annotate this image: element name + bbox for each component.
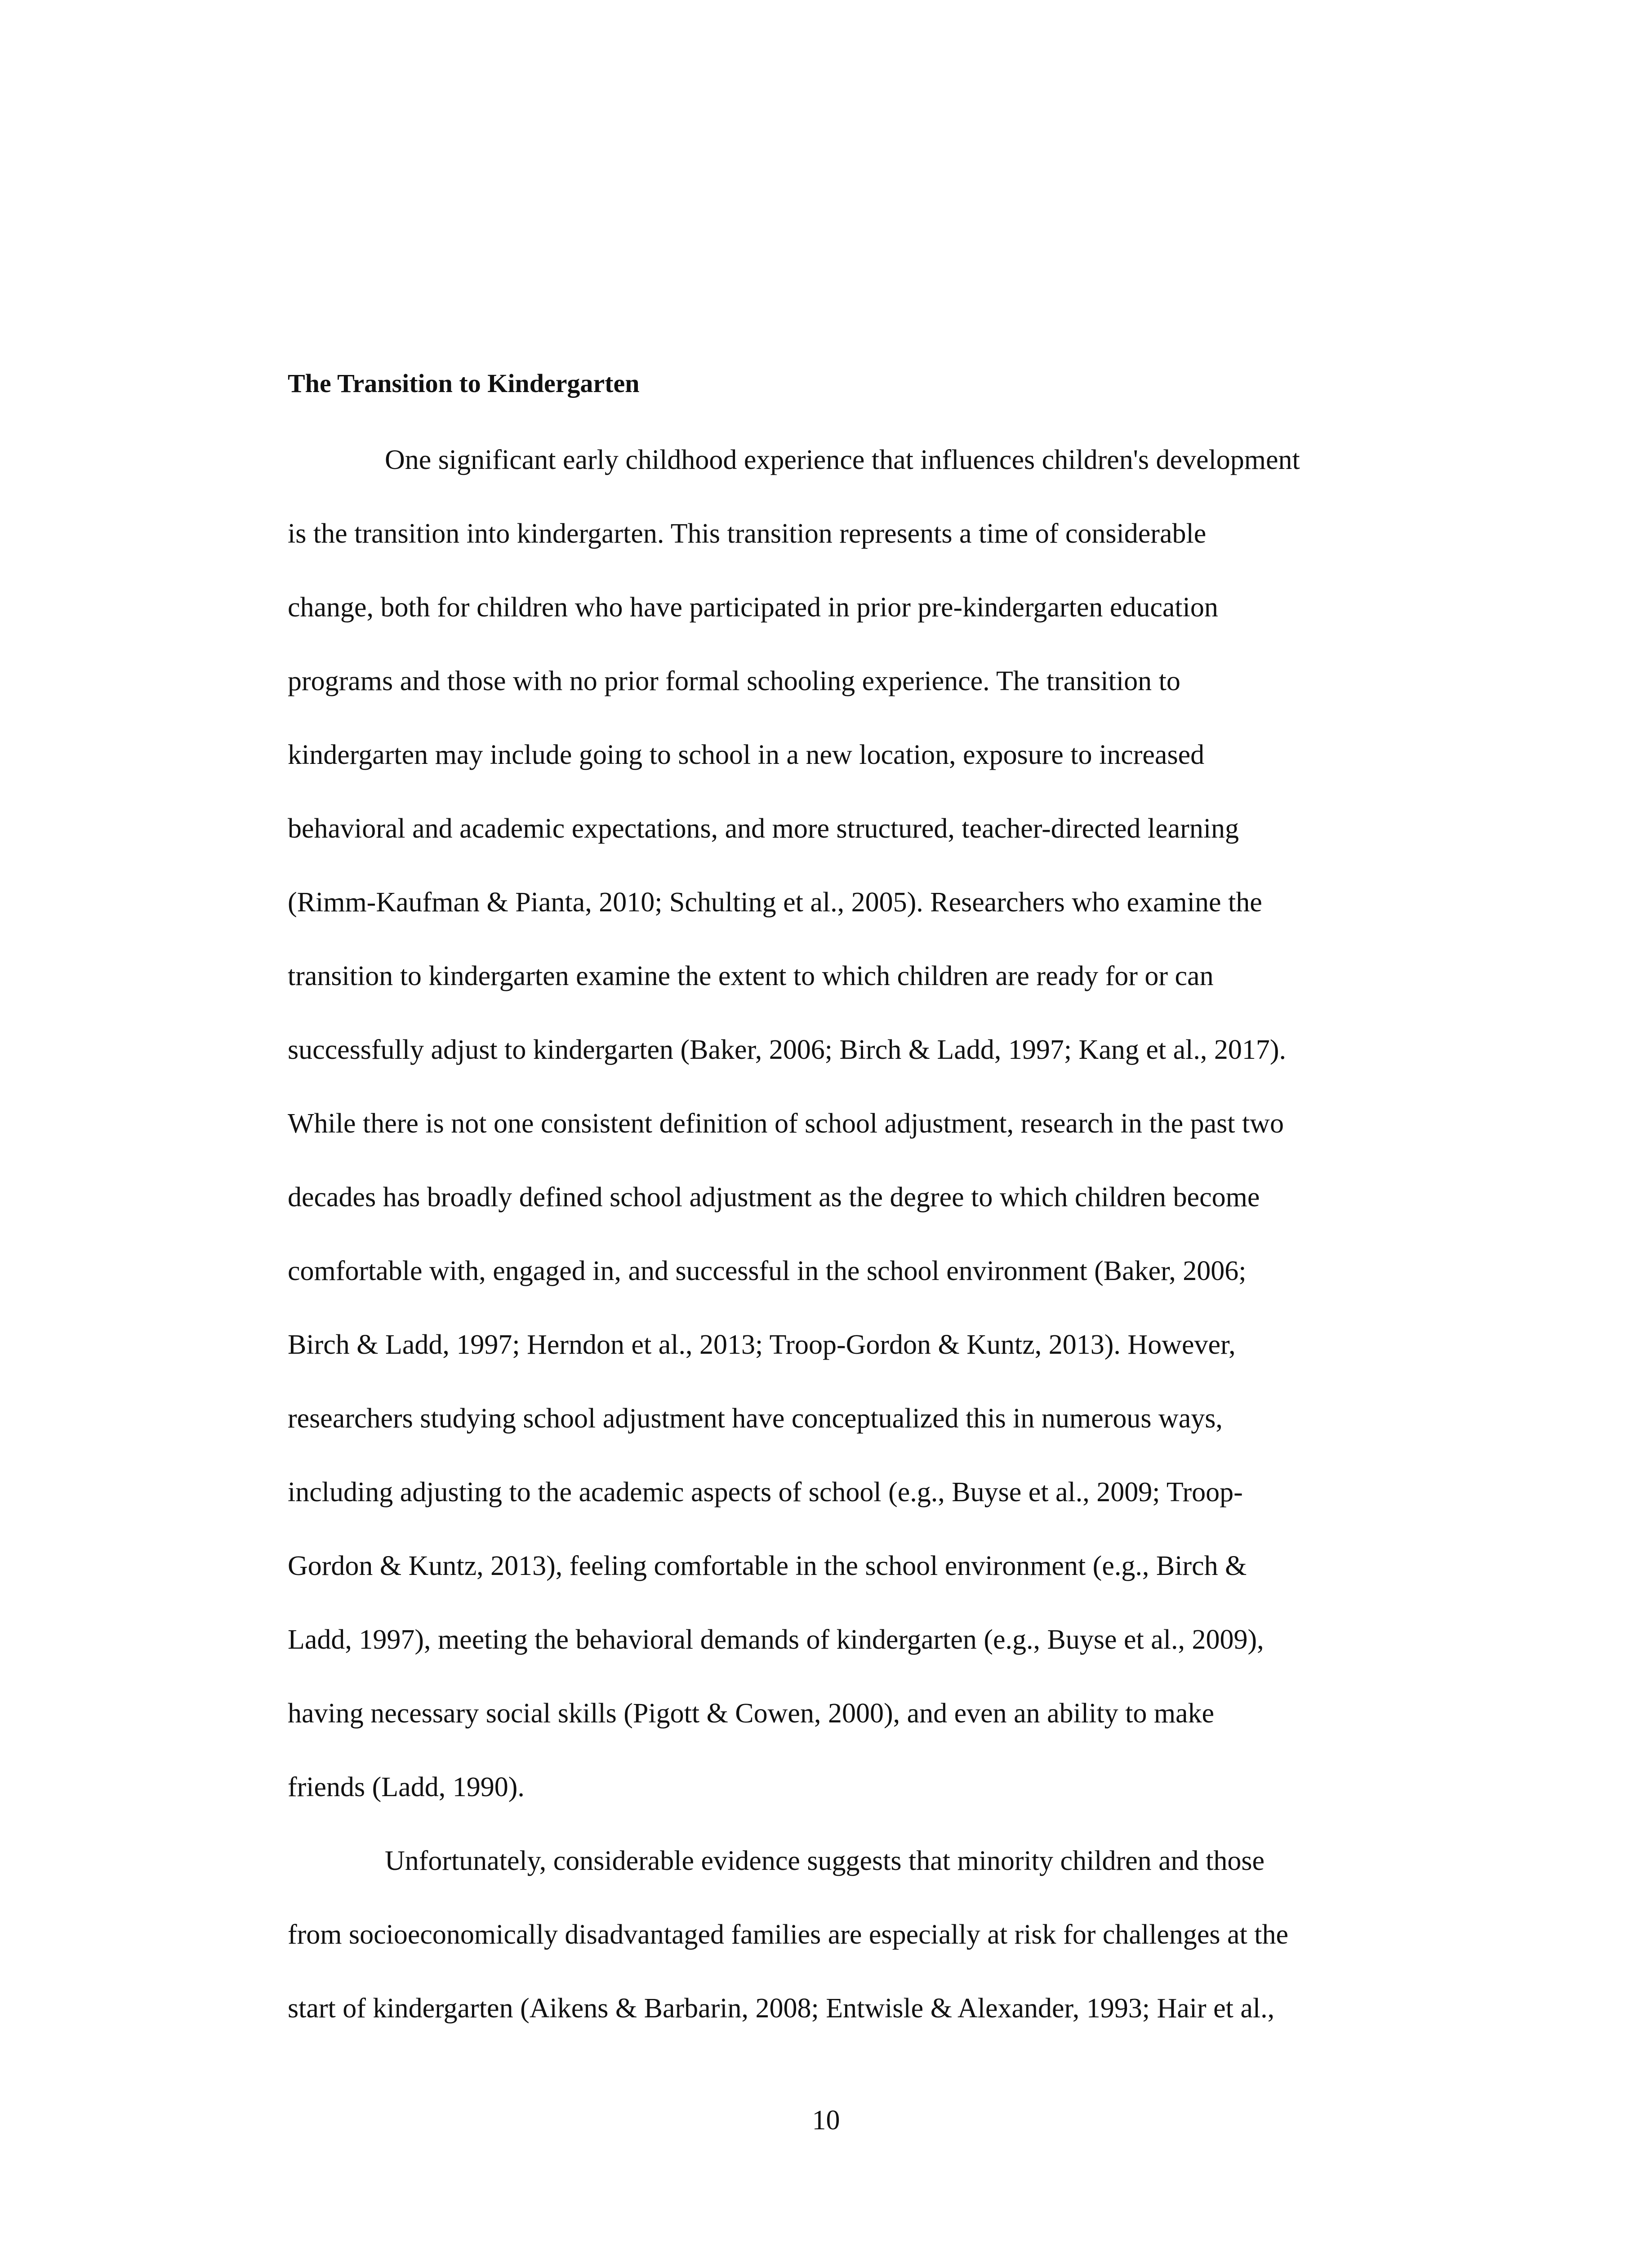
body-line-3: change, both for children who have participated in prior pre-kindergarten education xyxy=(288,592,1218,623)
body-line-6: behavioral and academic expectations, and more structured, teacher-directed learning xyxy=(288,813,1239,844)
body-line-22: start of kindergarten (Aikens & Barbarin, 2008; Entwisle & Alexander, 1993; Hair et al., xyxy=(288,1993,1275,2024)
body-line-20: Unfortunately, considerable evidence suggests that minority children and those xyxy=(385,1846,1265,1876)
page-number: 10 xyxy=(812,2105,840,2136)
body-line-13: Birch & Ladd, 1997; Herndon et al., 2013; Troop-Gordon & Kuntz, 2013). However, xyxy=(288,1329,1236,1360)
body-line-19: friends (Ladd, 1990). xyxy=(288,1772,525,1802)
body-line-9: successfully adjust to kindergarten (Baker, 2006; Birch & Ladd, 1997; Kang et al., 2017). xyxy=(288,1035,1286,1065)
body-line-11: decades has broadly defined school adjustment as the degree to which children become xyxy=(288,1182,1260,1213)
body-line-16: Gordon & Kuntz, 2013), feeling comfortable in the school environment (e.g., Birch & xyxy=(288,1551,1247,1581)
body-line-8: transition to kindergarten examine the extent to which children are ready for or can xyxy=(288,961,1214,991)
body-line-7: (Rimm-Kaufman & Pianta, 2010; Schulting et al., 2005). Researchers who examine the xyxy=(288,887,1262,918)
body-line-4: programs and those with no prior formal schooling experience. The transition to xyxy=(288,666,1180,696)
body-line-5: kindergarten may include going to school in a new location, exposure to increased xyxy=(288,740,1205,770)
body-line-18: having necessary social skills (Pigott & Cowen, 2000), and even an ability to make xyxy=(288,1698,1215,1729)
body-line-21: from socioeconomically disadvantaged families are especially at risk for challenges at the xyxy=(288,1919,1288,1950)
body-line-14: researchers studying school adjustment have conceptualized this in numerous ways, xyxy=(288,1403,1223,1434)
body-line-2: is the transition into kindergarten. This transition represents a time of considerable xyxy=(288,518,1207,549)
section-heading: The Transition to Kindergarten xyxy=(288,369,640,398)
body-line-12: comfortable with, engaged in, and successful in the school environment (Baker, 2006; xyxy=(288,1256,1247,1286)
body-line-15: including adjusting to the academic aspects of school (e.g., Buyse et al., 2009; Troop- xyxy=(288,1477,1243,1508)
body-line-10: While there is not one consistent definition of school adjustment, research in the past two xyxy=(288,1108,1284,1139)
body-line-17: Ladd, 1997), meeting the behavioral demands of kindergarten (e.g., Buyse et al., 2009), xyxy=(288,1624,1264,1655)
body-line-1: One significant early childhood experience that influences children's development xyxy=(385,445,1300,475)
